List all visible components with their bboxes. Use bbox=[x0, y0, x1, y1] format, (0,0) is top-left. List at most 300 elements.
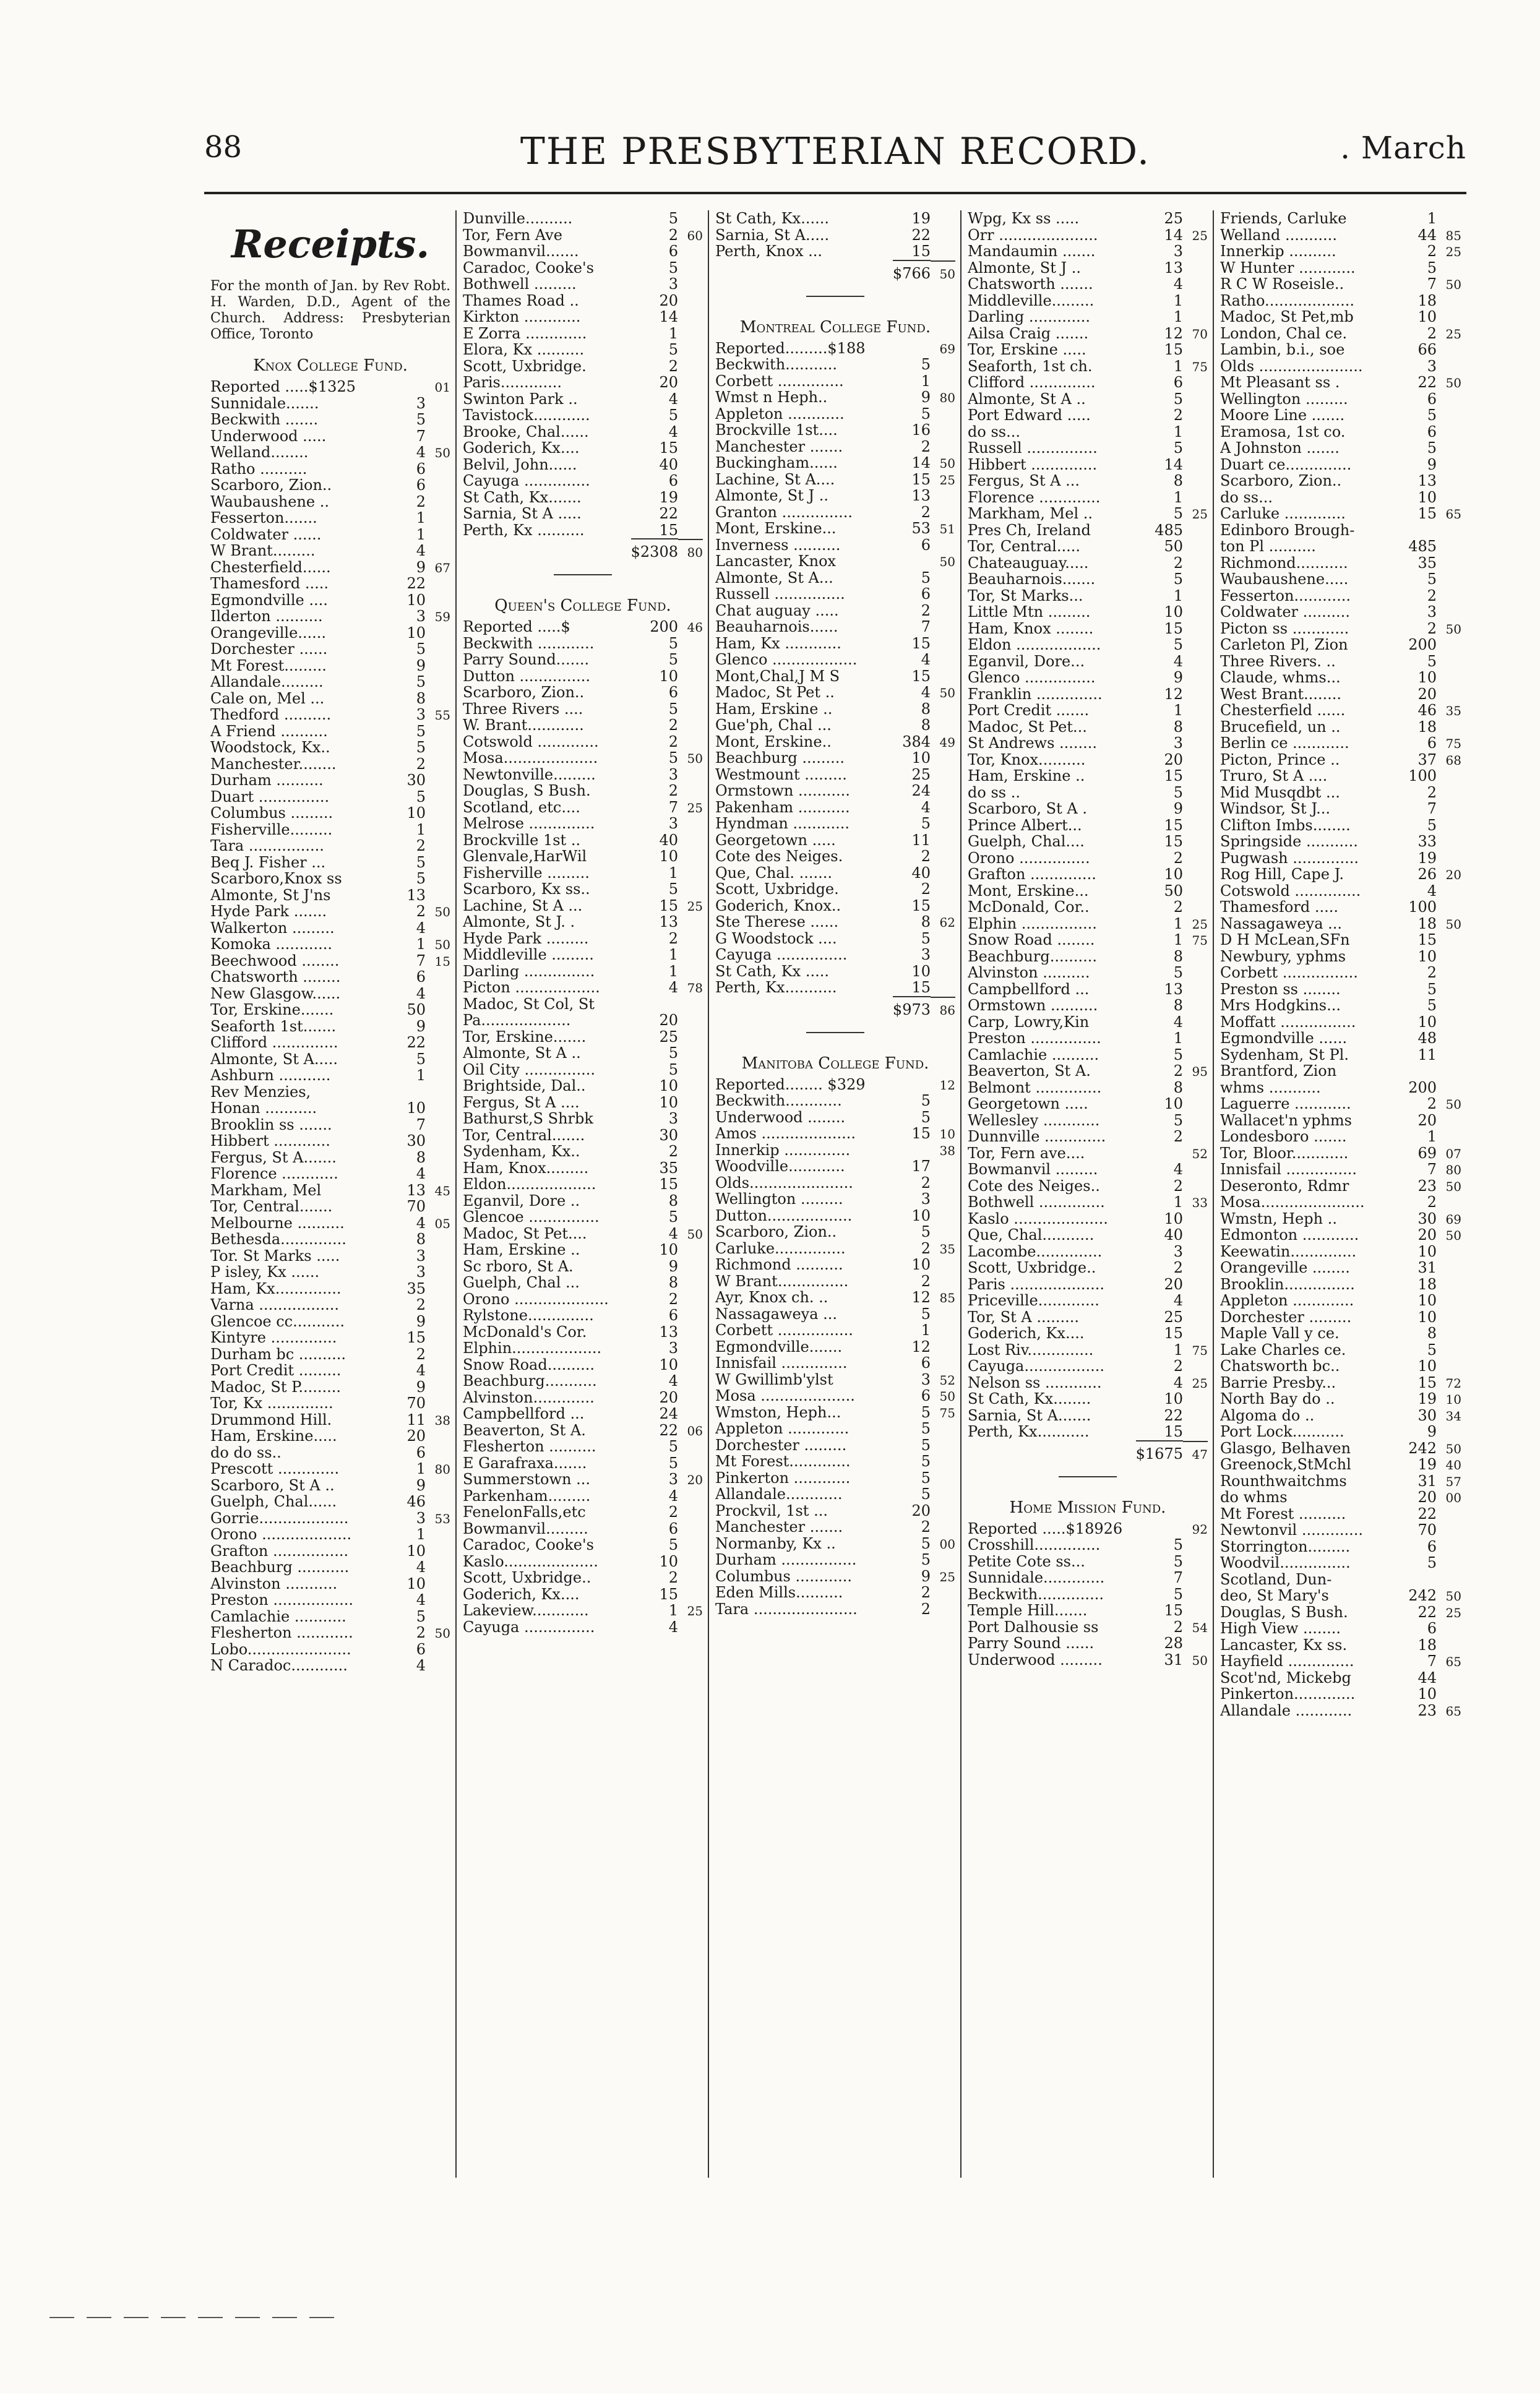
receipt-name: Almonte, St A .. bbox=[463, 1045, 581, 1062]
receipt-row bbox=[463, 635, 703, 652]
receipt-row bbox=[1220, 358, 1461, 375]
receipt-dollars: 15 bbox=[911, 243, 931, 260]
receipt-name: Underwood ........ bbox=[715, 1109, 846, 1125]
receipt-name: Mrs Hodgkins... bbox=[1220, 997, 1341, 1014]
receipt-row bbox=[715, 815, 955, 832]
receipt-name: Barrie Presby... bbox=[1220, 1374, 1336, 1391]
receipt-dollars: 15 bbox=[1164, 1423, 1183, 1440]
receipt-dollars: 4 bbox=[668, 390, 678, 408]
receipt-dollars: 3 bbox=[668, 1339, 678, 1357]
receipt-dollars: 1 bbox=[1173, 357, 1183, 375]
receipt-row bbox=[1220, 735, 1461, 752]
receipt-row bbox=[210, 1084, 450, 1101]
receipt-dollars: 10 bbox=[407, 591, 426, 609]
receipt-dollars: 50 bbox=[1164, 538, 1183, 555]
receipt-name: Bothwell ......... bbox=[463, 276, 577, 293]
receipt-cents: 50 bbox=[687, 1226, 703, 1242]
receipt-row bbox=[1220, 260, 1461, 277]
receipt-row bbox=[715, 1224, 955, 1240]
receipt-name: Scott, Uxbridge.. bbox=[968, 1260, 1096, 1276]
receipt-row bbox=[210, 575, 450, 592]
receipt-dollars: 11 bbox=[911, 831, 931, 849]
receipt-dollars: 15 bbox=[911, 470, 931, 488]
receipt-dollars: 10 bbox=[407, 624, 426, 642]
receipt-name: Rylstone.............. bbox=[463, 1307, 594, 1324]
receipt-row bbox=[715, 422, 955, 439]
receipt-row bbox=[968, 358, 1208, 375]
receipt-row bbox=[1220, 1014, 1461, 1031]
receipt-row bbox=[968, 1194, 1208, 1211]
receipt-dollars: 2 bbox=[416, 1345, 426, 1363]
receipt-name: Ham, Kx.............. bbox=[210, 1280, 342, 1297]
receipt-name: Picton .................. bbox=[463, 979, 600, 996]
receipt-name: Almonte, St A .. bbox=[968, 390, 1086, 407]
receipt-row bbox=[968, 1145, 1208, 1162]
receipt-dollars: 22 bbox=[1417, 1505, 1437, 1523]
receipt-row bbox=[210, 592, 450, 609]
receipt-name: Gue'ph, Chal ... bbox=[715, 717, 832, 734]
receipt-name: West Brant........ bbox=[1220, 685, 1342, 702]
receipt-row bbox=[463, 1324, 703, 1341]
receipt-name: Preston ............... bbox=[968, 1030, 1101, 1047]
receipt-dollars: 13 bbox=[911, 487, 931, 504]
receipt-dollars: 10 bbox=[1417, 1013, 1437, 1031]
receipt-dollars: 5 bbox=[416, 788, 426, 806]
receipt-dollars: 20 bbox=[407, 1427, 426, 1445]
receipt-cents: 68 bbox=[1445, 752, 1461, 768]
receipt-name: Orr ..................... bbox=[968, 226, 1098, 243]
receipt-dollars: 10 bbox=[407, 1542, 426, 1560]
receipt-row bbox=[968, 932, 1208, 948]
receipt-row bbox=[715, 1158, 955, 1175]
receipt-dollars: 28 bbox=[1164, 1635, 1183, 1652]
receipt-dollars: 2 bbox=[668, 1569, 678, 1586]
receipt-dollars: 2 bbox=[668, 226, 678, 244]
receipt-dollars: 4 bbox=[921, 651, 931, 668]
receipt-dollars: 1 bbox=[1173, 1029, 1183, 1047]
receipt-row bbox=[968, 768, 1208, 784]
receipt-name: Reported .....$1325 bbox=[210, 379, 356, 395]
receipt-row bbox=[463, 440, 703, 457]
receipt-dollars: 10 bbox=[1417, 669, 1437, 686]
receipt-name: Little Mtn ......... bbox=[968, 604, 1091, 621]
receipt-name: Lacombe.............. bbox=[968, 1243, 1103, 1260]
receipt-name: Alvinston ........... bbox=[210, 1575, 338, 1592]
receipt-dollars: 35 bbox=[659, 1159, 678, 1177]
receipt-row bbox=[968, 227, 1208, 244]
receipt-row bbox=[463, 783, 703, 799]
receipt-dollars: 4 bbox=[416, 542, 426, 559]
receipt-dollars: 5 bbox=[921, 1403, 931, 1421]
receipt-name: Belmont .............. bbox=[968, 1079, 1102, 1096]
receipt-name: W Brant......... bbox=[210, 543, 316, 559]
receipt-row bbox=[1220, 1670, 1461, 1686]
fund-heading: Montreal College Fund. bbox=[739, 317, 931, 337]
receipt-name: Parry Sound....... bbox=[463, 651, 590, 668]
receipt-cents: 50 bbox=[434, 445, 450, 460]
receipt-name: Sunnidale............. bbox=[968, 1570, 1105, 1586]
receipt-dollars: 10 bbox=[1417, 1292, 1437, 1309]
receipt-name: Ormstown ........... bbox=[715, 783, 850, 799]
receipt-row bbox=[1220, 948, 1461, 965]
section-heading: Receipts. bbox=[231, 221, 430, 267]
receipt-row bbox=[715, 1240, 955, 1257]
receipt-name: Glencoe ............... bbox=[463, 1209, 600, 1226]
receipt-name: Ailsa Craig ....... bbox=[968, 325, 1089, 342]
receipt-cents: 52 bbox=[939, 1372, 955, 1388]
receipt-dollars: 5 bbox=[1173, 1046, 1183, 1063]
receipt-row bbox=[968, 637, 1208, 653]
receipt-row bbox=[210, 510, 450, 526]
receipt-row bbox=[463, 1406, 703, 1422]
footer-rule bbox=[49, 2317, 334, 2318]
receipt-row bbox=[1220, 801, 1461, 817]
receipt-dollars: 3 bbox=[1427, 357, 1437, 375]
receipt-name: Nassagaweya ... bbox=[1220, 915, 1343, 932]
receipt-row bbox=[210, 559, 450, 576]
receipt-name: Brooke, Chal...... bbox=[463, 423, 589, 440]
receipt-dollars: 15 bbox=[1417, 931, 1437, 948]
receipt-name: Tor, Central....... bbox=[210, 1198, 333, 1215]
receipt-name: Almonte, St J .. bbox=[968, 259, 1081, 276]
receipt-name: Lachine, St A ... bbox=[463, 897, 583, 914]
receipt-name: Fergus, St A .... bbox=[463, 1094, 580, 1111]
receipt-row bbox=[1220, 1703, 1461, 1719]
receipt-row bbox=[715, 1388, 955, 1404]
receipt-name: Glasgo, Belhaven bbox=[1220, 1440, 1351, 1456]
receipt-row bbox=[715, 1437, 955, 1454]
receipt-dollars: 2 bbox=[668, 1143, 678, 1160]
receipt-name: Clifton Imbs........ bbox=[1220, 817, 1351, 833]
receipt-dollars: 242 bbox=[1408, 1587, 1437, 1604]
receipt-dollars: 1 bbox=[1173, 1341, 1183, 1359]
receipt-row bbox=[210, 1493, 450, 1510]
receipt-row bbox=[210, 1133, 450, 1149]
receipt-row bbox=[210, 838, 450, 854]
receipt-row bbox=[1220, 1244, 1461, 1260]
receipt-dollars: 2 bbox=[1173, 1259, 1183, 1276]
receipt-dollars: 8 bbox=[1173, 947, 1183, 965]
receipt-dollars: 8 bbox=[416, 689, 426, 707]
receipt-dollars: 5 bbox=[1173, 1552, 1183, 1570]
receipt-name: Wmstn, Heph .. bbox=[1220, 1210, 1337, 1227]
receipt-name: Lancaster, Knox bbox=[715, 553, 837, 570]
receipt-dollars: 10 bbox=[1164, 603, 1183, 621]
receipt-name: Pinkerton ............ bbox=[715, 1469, 851, 1486]
receipt-row bbox=[210, 658, 450, 674]
receipt-row bbox=[968, 686, 1208, 703]
separator-dash bbox=[463, 563, 703, 588]
receipt-row bbox=[463, 619, 703, 635]
receipt-dollars: 2 bbox=[921, 880, 931, 898]
receipt-dollars: 5 bbox=[1427, 259, 1437, 277]
receipt-row bbox=[968, 309, 1208, 325]
receipt-dollars: 10 bbox=[911, 1206, 931, 1224]
receipt-row bbox=[968, 883, 1208, 900]
receipt-dollars: 9 bbox=[416, 1017, 426, 1035]
receipt-row bbox=[1220, 522, 1461, 539]
receipt-name: FenelonFalls,etc bbox=[463, 1504, 586, 1521]
receipt-name: Ham, Erskine .. bbox=[463, 1242, 580, 1258]
receipt-row bbox=[715, 1404, 955, 1421]
receipt-dollars: 2 bbox=[668, 716, 678, 734]
receipt-name: Scarboro, Zion.. bbox=[715, 1224, 837, 1240]
receipt-dollars: 2 bbox=[668, 733, 678, 750]
receipt-cents: 25 bbox=[939, 472, 955, 488]
receipt-dollars: 3 bbox=[921, 1190, 931, 1208]
receipt-dollars: 5 bbox=[1427, 570, 1437, 588]
receipt-name: Mt Forest .......... bbox=[1220, 1505, 1346, 1522]
receipt-dollars: 5 bbox=[1173, 783, 1183, 801]
receipt-row bbox=[463, 1111, 703, 1127]
receipt-row bbox=[463, 457, 703, 473]
receipt-dollars: 8 bbox=[416, 1231, 426, 1248]
receipt-row bbox=[968, 243, 1208, 260]
receipt-dollars: 26 bbox=[1417, 866, 1437, 883]
receipt-name: Prince Albert... bbox=[968, 817, 1082, 833]
receipt-dollars: 6 bbox=[416, 476, 426, 494]
receipt-row bbox=[1220, 1571, 1461, 1588]
receipt-cents: 50 bbox=[434, 904, 450, 919]
receipt-row bbox=[210, 969, 450, 986]
receipt-name: Priceville............. bbox=[968, 1292, 1099, 1309]
receipt-row bbox=[463, 1258, 703, 1275]
receipt-dollars: 1 bbox=[1427, 1128, 1437, 1145]
receipt-name: Brockville 1st .. bbox=[463, 831, 581, 848]
receipt-row bbox=[210, 395, 450, 412]
receipt-name: Paris............. bbox=[463, 374, 562, 391]
receipt-dollars: 5 bbox=[416, 870, 426, 887]
receipt-name: Coldwater .......... bbox=[1220, 604, 1350, 621]
receipt-name: Eldon .................. bbox=[968, 637, 1101, 653]
receipt-name: Cayuga ............... bbox=[715, 947, 848, 963]
receipt-row bbox=[210, 1248, 450, 1265]
receipt-name: Inverness .......... bbox=[715, 536, 841, 553]
receipt-dollars: 30 bbox=[407, 1132, 426, 1149]
receipt-row bbox=[968, 784, 1208, 801]
receipt-name: Scott, Uxbridge. bbox=[463, 358, 587, 374]
receipt-row bbox=[715, 1601, 955, 1618]
receipt-name: Duart ............... bbox=[210, 788, 330, 805]
receipt-cents: 50 bbox=[939, 554, 955, 569]
receipt-dollars: 14 bbox=[911, 454, 931, 471]
receipt-dollars: 4 bbox=[668, 1487, 678, 1505]
receipt-name: Flesherton ............ bbox=[210, 1625, 353, 1641]
receipt-cents: 25 bbox=[687, 898, 703, 914]
receipt-name: Madoc, St P......... bbox=[210, 1378, 342, 1395]
receipt-dollars: 5 bbox=[921, 1305, 931, 1323]
receipt-cents: 57 bbox=[1445, 1474, 1461, 1489]
receipt-name: Camlachie .......... bbox=[968, 1046, 1099, 1063]
receipt-row bbox=[968, 424, 1208, 440]
receipt-dollars: 3 bbox=[668, 765, 678, 783]
receipt-dollars: 3 bbox=[416, 394, 426, 412]
receipt-dollars: 5 bbox=[1427, 980, 1437, 998]
receipt-dollars: 1 bbox=[416, 525, 426, 543]
receipt-name: Woodvil............... bbox=[1220, 1555, 1351, 1571]
receipt-dollars: 5 bbox=[416, 1607, 426, 1625]
receipt-name: P isley, Kx ...... bbox=[210, 1264, 320, 1281]
page-number: 88 bbox=[204, 130, 243, 165]
receipt-dollars: 6 bbox=[416, 460, 426, 478]
receipt-dollars: 10 bbox=[911, 1256, 931, 1273]
receipt-cents: 25 bbox=[687, 800, 703, 815]
receipt-name: Bathurst,S Shrbk bbox=[463, 1111, 593, 1127]
receipt-row bbox=[1220, 1292, 1461, 1309]
receipt-name: Egmondville ...... bbox=[1220, 1030, 1348, 1047]
receipt-cents: 50 bbox=[939, 1389, 955, 1404]
receipt-cents: 34 bbox=[1445, 1408, 1461, 1424]
fund-total bbox=[463, 538, 703, 563]
receipt-dollars: 20 bbox=[659, 374, 678, 391]
receipt-row bbox=[715, 406, 955, 423]
receipt-cents: 50 bbox=[434, 937, 450, 952]
receipt-dollars: 5 bbox=[668, 1536, 678, 1553]
receipt-dollars: 3 bbox=[416, 1263, 426, 1281]
receipt-name: Beachburg ......... bbox=[715, 750, 845, 767]
receipt-dollars: 5 bbox=[1427, 652, 1437, 670]
receipt-dollars: 5 bbox=[1427, 1554, 1437, 1571]
receipt-dollars: 15 bbox=[1164, 816, 1183, 834]
receipt-dollars: 11 bbox=[1417, 1046, 1437, 1063]
receipt-row bbox=[715, 848, 955, 865]
receipt-row bbox=[1220, 702, 1461, 719]
receipt-dollars: 1 bbox=[1173, 586, 1183, 604]
intro-text: For the month of Jan. by Rev Robt. H. Warden, D.D., Agent of the Church. Address: Presbyterian Office, Toronto bbox=[210, 278, 450, 342]
receipt-dollars: 6 bbox=[668, 1307, 678, 1324]
receipt-cents: 07 bbox=[1445, 1146, 1461, 1161]
receipt-row bbox=[968, 1635, 1208, 1652]
receipt-dollars: 10 bbox=[1164, 1390, 1183, 1407]
receipt-row bbox=[715, 520, 955, 537]
receipt-name: Melrose .............. bbox=[463, 815, 595, 832]
receipt-name: Scarboro, St A .. bbox=[210, 1477, 335, 1493]
receipt-dollars: 3 bbox=[668, 1471, 678, 1488]
receipt-dollars: 3 bbox=[921, 946, 931, 963]
receipt-cents: 75 bbox=[1192, 359, 1208, 374]
receipt-name: Cotswold .............. bbox=[1220, 882, 1361, 899]
receipt-name: Preston ss ........ bbox=[1220, 981, 1341, 997]
receipt-name: Underwood ......... bbox=[968, 1651, 1103, 1668]
receipt-dollars: 5 bbox=[416, 853, 426, 871]
receipt-row bbox=[968, 1096, 1208, 1112]
receipt-dollars: 2 bbox=[668, 929, 678, 947]
receipt-dollars: 2 bbox=[416, 755, 426, 773]
receipt-dollars: 15 bbox=[1164, 341, 1183, 358]
receipt-dollars: 15 bbox=[1164, 1325, 1183, 1342]
receipt-row bbox=[715, 1355, 955, 1372]
receipt-row bbox=[463, 996, 703, 1013]
receipt-row bbox=[463, 1209, 703, 1226]
receipt-row bbox=[210, 1330, 450, 1346]
receipt-name: Lambin, b.i., soe bbox=[1220, 342, 1345, 358]
receipt-name: Douglas, S Bush. bbox=[463, 783, 591, 799]
receipt-name: Drummond Hill. bbox=[210, 1411, 332, 1428]
receipt-name: Durham .......... bbox=[210, 772, 324, 789]
receipt-name: Eganvil, Dore... bbox=[968, 653, 1085, 669]
receipt-dollars: 25 bbox=[659, 1028, 678, 1046]
receipt-name: Almonte, St J .. bbox=[715, 488, 828, 504]
receipt-row bbox=[210, 756, 450, 773]
receipt-name: Fisherville......... bbox=[210, 821, 333, 838]
receipt-row bbox=[968, 1342, 1208, 1359]
receipt-row bbox=[968, 1112, 1208, 1129]
receipt-row bbox=[968, 1178, 1208, 1195]
receipt-cents: 20 bbox=[687, 1472, 703, 1487]
receipt-row bbox=[968, 833, 1208, 850]
receipt-name: Chatsworth bc.. bbox=[1220, 1358, 1340, 1375]
receipt-dollars: 12 bbox=[1164, 685, 1183, 703]
receipt-name: Deseronto, Rdmr bbox=[1220, 1177, 1349, 1194]
receipt-row bbox=[968, 1260, 1208, 1276]
receipt-dollars: 2 bbox=[1173, 1618, 1183, 1636]
receipt-name: Newtonvil ............. bbox=[1220, 1522, 1364, 1539]
receipt-name: St Cath, Kx....... bbox=[463, 489, 582, 505]
receipt-name: Edinboro Brough- bbox=[1220, 522, 1355, 538]
receipt-cents: 80 bbox=[1445, 1162, 1461, 1177]
receipt-name: Tor, Bloor............ bbox=[1220, 1145, 1349, 1161]
receipt-row bbox=[715, 1470, 955, 1487]
receipt-row bbox=[210, 690, 450, 707]
receipt-row bbox=[715, 734, 955, 750]
receipt-row bbox=[715, 1289, 955, 1306]
receipt-row bbox=[463, 947, 703, 963]
receipt-dollars: 4 bbox=[416, 1214, 426, 1232]
receipt-name: Beechwood ........ bbox=[210, 952, 340, 969]
receipt-name: Seaforth 1st....... bbox=[210, 1018, 337, 1034]
receipt-name: Port Credit ....... bbox=[968, 702, 1090, 719]
receipt-row bbox=[715, 586, 955, 603]
receipt-dollars: 18 bbox=[1417, 1275, 1437, 1293]
receipt-name: Dutton.................. bbox=[715, 1207, 853, 1224]
receipt-dollars: 3 bbox=[1173, 1242, 1183, 1260]
fund-heading: Manitoba College Fund. bbox=[741, 1054, 929, 1073]
receipt-dollars: 2 bbox=[1173, 849, 1183, 867]
receipt-name: Columbus ............ bbox=[715, 1568, 853, 1584]
receipt-row bbox=[463, 391, 703, 408]
receipt-dollars: 37 bbox=[1417, 750, 1437, 768]
receipt-row bbox=[968, 588, 1208, 604]
receipt-row bbox=[1220, 669, 1461, 686]
receipt-row bbox=[968, 440, 1208, 457]
receipt-name: Tor, Central..... bbox=[968, 538, 1080, 555]
receipt-row bbox=[715, 504, 955, 521]
receipt-name: Campbellford ... bbox=[968, 981, 1090, 997]
receipt-row bbox=[1220, 1030, 1461, 1047]
receipt-row bbox=[463, 865, 703, 882]
receipt-name: London, Chal ce. bbox=[1220, 325, 1348, 342]
receipt-name: Mosa...................... bbox=[1220, 1194, 1365, 1211]
receipt-cents: 52 bbox=[1192, 1146, 1208, 1161]
receipt-dollars: 4 bbox=[1173, 1292, 1183, 1309]
receipt-name: Wellington ......... bbox=[715, 1191, 843, 1208]
receipt-row bbox=[1220, 784, 1461, 801]
receipt-name: Wallacet'n yphms bbox=[1220, 1112, 1352, 1128]
receipt-row bbox=[1220, 1686, 1461, 1703]
receipt-name: Clifford .............. bbox=[210, 1034, 338, 1051]
receipt-dollars: 5 bbox=[1173, 636, 1183, 653]
receipt-row bbox=[968, 1014, 1208, 1031]
receipt-dollars: 200 bbox=[1408, 636, 1437, 653]
receipt-name: Greenock,StMchl bbox=[1220, 1456, 1351, 1473]
receipt-row bbox=[715, 1552, 955, 1568]
receipt-name: Port Lock........... bbox=[1220, 1424, 1344, 1440]
receipt-dollars: 1 bbox=[416, 820, 426, 838]
receipt-name: Carluke ............. bbox=[1220, 505, 1346, 522]
receipt-dollars: 10 bbox=[911, 962, 931, 980]
receipt-row bbox=[463, 734, 703, 750]
receipt-row bbox=[463, 1078, 703, 1094]
